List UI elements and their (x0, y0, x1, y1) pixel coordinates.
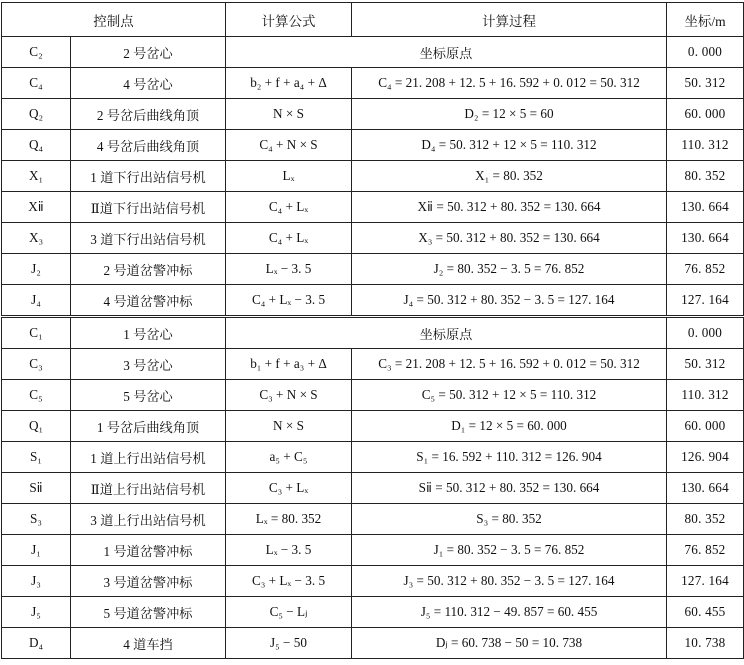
point-symbol: Xⅱ (2, 192, 71, 223)
point-name: 1 道上行出站信号机 (71, 442, 226, 473)
coordinate-cell: 60. 000 (667, 99, 744, 130)
table-row (2, 161, 744, 192)
process-cell: J₁ = 80. 352 − 3. 5 = 76. 852 (352, 535, 667, 566)
table-row (2, 223, 744, 254)
table-row (2, 192, 744, 223)
origin-label: 坐标原点 (226, 37, 667, 68)
process-cell: Xⅱ = 50. 312 + 80. 352 = 130. 664 (352, 192, 667, 223)
coordinate-cell: 110. 312 (667, 380, 744, 411)
point-symbol: S₁ (2, 442, 71, 473)
process-cell: C₃ = 21. 208 + 12. 5 + 16. 592 + 0. 012 = 50. 312 (352, 349, 667, 380)
coordinate-cell: 76. 852 (667, 254, 744, 285)
process-cell: D₂ = 12 × 5 = 60 (352, 99, 667, 130)
process-cell: J₄ = 50. 312 + 80. 352 − 3. 5 = 127. 164 (352, 285, 667, 317)
point-symbol: D₄ (2, 628, 71, 659)
header-coordinate: 坐标/m (667, 3, 744, 37)
coordinate-cell: 127. 164 (667, 566, 744, 597)
process-cell: J₃ = 50. 312 + 80. 352 − 3. 5 = 127. 164 (352, 566, 667, 597)
point-symbol: J₁ (2, 535, 71, 566)
coordinate-cell: 110. 312 (667, 130, 744, 161)
table-row (2, 504, 744, 535)
process-cell: C₄ = 21. 208 + 12. 5 + 16. 592 + 0. 012 = 50. 312 (352, 68, 667, 99)
process-cell: S₃ = 80. 352 (352, 504, 667, 535)
point-symbol: C₃ (2, 349, 71, 380)
formula-cell: N × S (226, 411, 352, 442)
formula-cell: C₄ + Lₓ (226, 192, 352, 223)
process-cell: D₄ = 50. 312 + 12 × 5 = 110. 312 (352, 130, 667, 161)
coordinate-cell: 80. 352 (667, 504, 744, 535)
coordinate-cell: 0. 000 (667, 37, 744, 68)
formula-cell: Lₓ − 3. 5 (226, 535, 352, 566)
coordinate-cell: 60. 000 (667, 411, 744, 442)
table-row (2, 473, 744, 504)
formula-cell: C₄ + Lₓ − 3. 5 (226, 285, 352, 317)
process-cell: C₅ = 50. 312 + 12 × 5 = 110. 312 (352, 380, 667, 411)
point-name: 5 号道岔警冲标 (71, 597, 226, 628)
table-row (2, 285, 744, 317)
header-process: 计算过程 (352, 3, 667, 37)
point-symbol: Q₄ (2, 130, 71, 161)
table-header-row (2, 3, 744, 37)
point-name: 4 道车挡 (71, 628, 226, 659)
formula-cell: C₃ + Lₓ − 3. 5 (226, 566, 352, 597)
coordinate-calculation-table (1, 2, 744, 659)
point-name: 4 号岔心 (71, 68, 226, 99)
coordinate-cell: 130. 664 (667, 223, 744, 254)
coordinate-cell: 130. 664 (667, 192, 744, 223)
point-symbol: J₅ (2, 597, 71, 628)
process-cell: X₁ = 80. 352 (352, 161, 667, 192)
table-row (2, 380, 744, 411)
formula-cell: b₁ + f + a₃ + Δ (226, 349, 352, 380)
formula-cell: b₂ + f + a₄ + Δ (226, 68, 352, 99)
table-row (2, 130, 744, 161)
origin-label: 坐标原点 (226, 317, 667, 349)
point-name: 1 道下行出站信号机 (71, 161, 226, 192)
formula-cell: a₅ + C₅ (226, 442, 352, 473)
point-symbol: X₁ (2, 161, 71, 192)
point-name: 4 号道岔警冲标 (71, 285, 226, 317)
table-row (2, 349, 744, 380)
formula-cell: C₃ + Lₓ (226, 473, 352, 504)
coordinate-cell: 130. 664 (667, 473, 744, 504)
process-cell: Sⅱ = 50. 312 + 80. 352 = 130. 664 (352, 473, 667, 504)
point-name: 3 号岔心 (71, 349, 226, 380)
table-row (2, 254, 744, 285)
coordinate-cell: 126. 904 (667, 442, 744, 473)
formula-cell: Lₓ (226, 161, 352, 192)
process-cell: J₅ = 110. 312 − 49. 857 = 60. 455 (352, 597, 667, 628)
table-row (2, 535, 744, 566)
table-row (2, 411, 744, 442)
table-body (2, 37, 744, 659)
point-name: Ⅱ道上行出站信号机 (71, 473, 226, 504)
formula-cell: Lₓ − 3. 5 (226, 254, 352, 285)
point-symbol: X₃ (2, 223, 71, 254)
point-name: 2 号岔后曲线角顶 (71, 99, 226, 130)
formula-cell: C₃ + N × S (226, 380, 352, 411)
point-symbol: Q₂ (2, 99, 71, 130)
point-name: 3 道上行出站信号机 (71, 504, 226, 535)
point-symbol: C₂ (2, 37, 71, 68)
process-cell: J₂ = 80. 352 − 3. 5 = 76. 852 (352, 254, 667, 285)
point-name: 1 号岔心 (71, 317, 226, 349)
coordinate-cell: 50. 312 (667, 68, 744, 99)
point-symbol: C₄ (2, 68, 71, 99)
coordinate-cell: 10. 738 (667, 628, 744, 659)
header-control-point: 控制点 (2, 3, 226, 37)
table-row (2, 99, 744, 130)
formula-cell: N × S (226, 99, 352, 130)
table-row (2, 317, 744, 349)
table-row (2, 597, 744, 628)
table-row (2, 68, 744, 99)
point-symbol: J₃ (2, 566, 71, 597)
formula-cell: J₅ − 50 (226, 628, 352, 659)
coordinate-cell: 50. 312 (667, 349, 744, 380)
point-name: Ⅱ道下行出站信号机 (71, 192, 226, 223)
point-name: 1 号道岔警冲标 (71, 535, 226, 566)
coordinate-cell: 80. 352 (667, 161, 744, 192)
point-symbol: C₁ (2, 317, 71, 349)
point-name: 2 号道岔警冲标 (71, 254, 226, 285)
point-name: 4 号岔后曲线角顶 (71, 130, 226, 161)
table-row (2, 628, 744, 659)
process-cell: X₃ = 50. 312 + 80. 352 = 130. 664 (352, 223, 667, 254)
point-symbol: Sⅱ (2, 473, 71, 504)
process-cell: Dⱼ = 60. 738 − 50 = 10. 738 (352, 628, 667, 659)
table-row (2, 37, 744, 68)
point-name: 2 号岔心 (71, 37, 226, 68)
table-row (2, 442, 744, 473)
header-formula: 计算公式 (226, 3, 352, 37)
formula-cell: C₄ + Lₓ (226, 223, 352, 254)
point-name: 1 号岔后曲线角顶 (71, 411, 226, 442)
point-symbol: J₄ (2, 285, 71, 317)
point-symbol: Q₁ (2, 411, 71, 442)
formula-cell: C₄ + N × S (226, 130, 352, 161)
point-name: 5 号岔心 (71, 380, 226, 411)
process-cell: S₁ = 16. 592 + 110. 312 = 126. 904 (352, 442, 667, 473)
point-symbol: C₅ (2, 380, 71, 411)
coordinate-cell: 127. 164 (667, 285, 744, 317)
coordinate-cell: 0. 000 (667, 317, 744, 349)
coordinate-cell: 60. 455 (667, 597, 744, 628)
formula-cell: C₅ − Lⱼ (226, 597, 352, 628)
point-symbol: J₂ (2, 254, 71, 285)
point-symbol: S₃ (2, 504, 71, 535)
coordinate-cell: 76. 852 (667, 535, 744, 566)
table-row (2, 566, 744, 597)
formula-cell: Lₓ = 80. 352 (226, 504, 352, 535)
point-name: 3 道下行出站信号机 (71, 223, 226, 254)
process-cell: D₁ = 12 × 5 = 60. 000 (352, 411, 667, 442)
point-name: 3 号道岔警冲标 (71, 566, 226, 597)
